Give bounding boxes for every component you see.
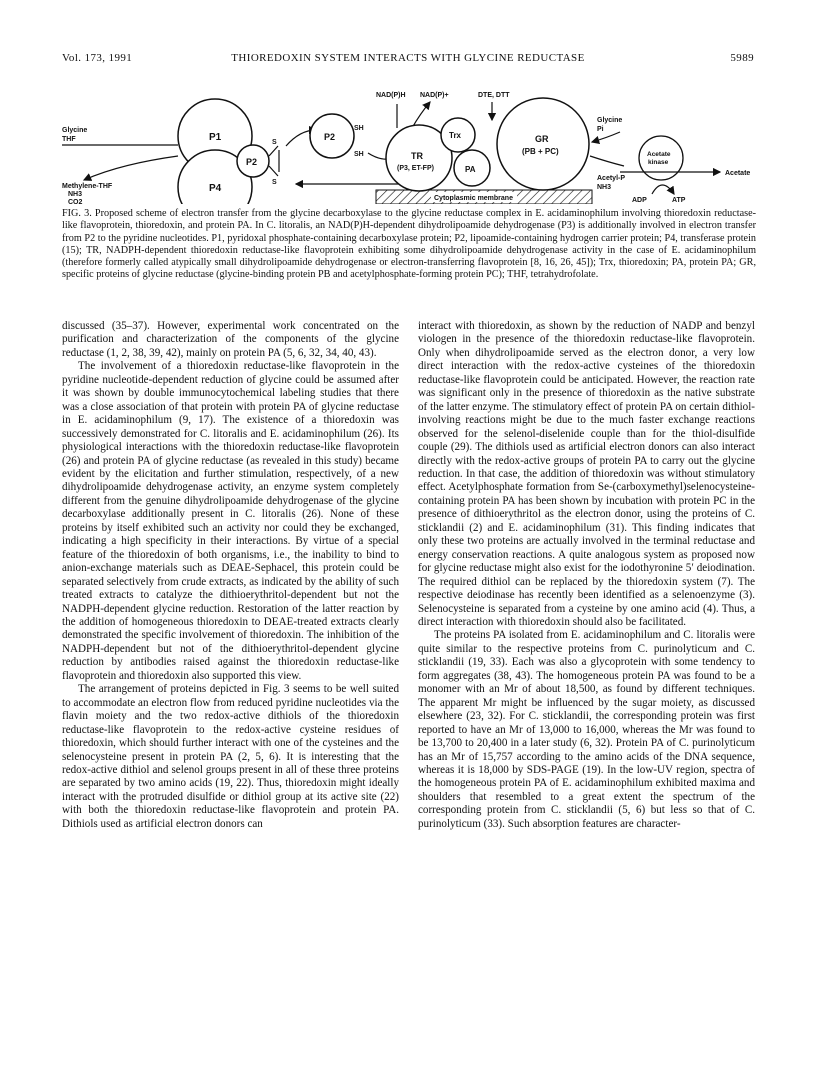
glycine-pi-label-2: Pi	[597, 126, 604, 133]
adp-label: ADP	[632, 197, 647, 204]
acetate-kinase-label-2: kinase	[648, 159, 669, 166]
nh3-label-right: NH3	[597, 184, 612, 191]
pa-label: PA	[465, 165, 476, 174]
acetate-kinase-label-1: Acetate	[647, 151, 671, 158]
acetate-kinase-circle	[639, 136, 683, 180]
left-column	[62, 320, 399, 831]
paragraph: interact with thioredoxin, as shown by the reduction of NADP and benzyl viologen in the presence of the thioredoxin reductase-like flavoprotein. Only when dihydrolipoamide served as the electron donor, a very low direct interaction with the redox-active cysteines of the thioredoxin reductase-like flavoprotein could be anticipated. However, the reaction rate was significant only in the presence of thioredoxin as the native substrate of the latter enzyme. The stimulatory effect of protein PA on certain dithiol-involving reactions might be due to the much faster exchange reactions observed for the selenol-diselenide couple than for the thiol-disulfide couple (29). The dithiols used as artificial electron donors can also interact directly with the redox-active groups of protein PA to carry out the glycine reduction. In that case, the addition of thioredoxin was without stimulatory effect. Acetylphosphate formation from Se-(carboxymethyl)selenocysteine-containing protein PA has been shown by incubation with protein PC in the presence of dithioerythritol as the electron donor, using the proteins of C. sticklandii (2) and E. acidaminophilum (31). This finding indicates that only these two proteins are actually involved in the terminal reductase and energy conservation reactions. A quite analogous system as proposed now for glycine reductase might also exist for the iodothyronine 5′ deiodination. The required dithiol can be replaced by the thioredoxin system (7). The respective deiodinase has recently been identified as a selenoenzyme (3). Selenocysteine is separated from a cysteine by one amino acid (4). Thus, a direct interaction with thioredoxin should also be facilitated.	[418, 320, 755, 628]
arrow-nadp	[412, 102, 430, 128]
p2-label-reduced: P2	[324, 132, 336, 142]
glycine-thf-label-1: Glycine	[62, 127, 88, 134]
nadph-label: NAD(P)H	[376, 92, 406, 99]
s-label-top: S	[272, 139, 277, 146]
sh-label-top: SH	[354, 125, 364, 132]
gr-circle	[497, 98, 589, 190]
s-label-bottom: S	[272, 179, 277, 186]
right-column	[418, 320, 755, 831]
tr-label: TR	[411, 151, 423, 161]
paragraph: discussed (35–37). However, experimental work concentrated on the purification and characterization of the components of the glycine reductase (1, 2, 38, 39, 42), mainly on protein PA (5, 6, 32, 34, 40, 43).	[62, 320, 399, 359]
page-number: 5989	[730, 52, 754, 64]
arrow-acetyl-p-out	[590, 156, 624, 166]
arrow-methylene-out	[84, 156, 178, 180]
trx-label: Trx	[449, 131, 462, 140]
figure-caption: FIG. 3. Proposed scheme of electron transfer from the glycine decarboxylase to the glycine reductase complex in E. acidaminophilum involving thioredoxin reductase-like flavoprotein, thioredoxin, and protein PA. In C. litoralis, an NAD(P)H-dependent dihydrolipoamide dehydrogenase (P3) is additionally involved in electron transfer from P2 to the pyridine nucleotides. P1, pyridoxal phosphate-containing decarboxylase protein; P2, lipoamide-containing hydrogen carrier protein; P4, transferase protein (15); TR, NADPH-dependent thioredoxin reductase-like flavoprotein exhibiting some dihydrolipoamide dehydrogenase activity in the case of E. acidaminophilum (therefore formerly called atypically small dihydrolipoamide dehydrogenase or electron-transferring flavoprotein [8, 16, 26, 45]); Trx, thioredoxin; PA, protein PA; GR, specific proteins of glycine reductase (glycine-binding protein PB and acetylphosphate-forming protein PC); THF, tetrahydrofolate.	[62, 208, 756, 281]
paragraph: The involvement of a thioredoxin reductase-like flavoprotein in the pyridine nucleotide-dependent reduction of glycine could be assumed after it was shown by double immunocytochemical labeling studies that there was a close association of that protein with protein PA of glycine reductase in E. acidaminophilum (9, 17). The existence of a thioredoxin was successively demonstrated for C. litoralis and E. acidaminophilum (26). Its physiological interactions with the thioredoxin reductase-like flavoprotein (26) and protein PA of glycine reductase (as revealed in this study) became evident by the elicitation and further stimulation, respectively, of a new dihydrolipoamide dehydrogenase activity, an enzyme system completely different from the genuine dihydrolipoamide dehydrogenase of the glycine decarboxylase additionally present in C. litoralis (26). None of these proteins by itself exhibited such an activity nor could they be exchanged, indicating a high specificity in their interactions. By virtue of a special feature of the thioredoxin of both organisms, i.e., the inability to bind to anion-exchange materials such as DEAE-Sephacel, this protein could be separated selectively from crude extracts, as indicated by the ability of such treated extracts to catalyze the dithioerythritol-dependent but not the NADPH-dependent glycine reduction. Restoration of the latter reaction by the addition of homogeneous thioredoxin to DEAE-treated extracts clearly demonstrated the specific involvement of thioredoxin. The inhibition of the NADPH-dependent but not of the dithioerythritol-dependent glycine reduction by antibodies raised against the thioredoxin reductase-like flavoprotein and thioredoxin also supported this view.	[62, 360, 399, 682]
methylene-thf-label: Methylene-THF	[62, 183, 113, 190]
paragraph: The proteins PA isolated from E. acidaminophilum and C. litoralis were quite similar to the respective proteins from C. purinolyticum and C. sticklandii (19, 33). Each was also a glycoprotein with some tendency to form aggregates (38, 43). The homogeneous protein PA was found to be a monomer with an Mr of about 18,500, as found by different techniques. The apparent Mr might be influenced by the sugar moiety, as discussed elsewhere (23, 32). For C. sticklandii, the corresponding protein was first reported to have an Mr of 13,000 to 16,000, whereas the Mr was found to be 13,700 to 20,400 in a later study (6, 32). Protein PA of C. purinolyticum has an Mr of 15,757 according to the amino acids of the DNA sequence, whereas it is 18,000 by SDS-PAGE (19). In the low-UV region, spectra of the homogeneous protein PA of E. acidaminophilum exhibited maxima and shoulders that resembled to a great extent the spectrum of the corresponding protein from C. sticklandii (5, 6) but less so that of C. purinolyticum (33). Such absorption features are character-	[418, 629, 755, 830]
dte-dtt-label: DTE, DTT	[478, 92, 510, 99]
nh3-label-left: NH3	[68, 191, 83, 198]
disulfide-bracket	[269, 146, 279, 176]
running-header	[62, 52, 754, 68]
arrow-adp-atp	[652, 185, 674, 194]
atp-label: ATP	[672, 197, 686, 204]
p4-label: P4	[209, 183, 222, 194]
paragraph: The arrangement of proteins depicted in Fig. 3 seems to be well suited to accommodate an electron flow from reduced pyridine nucleotides via the flavin moiety and the two redox-active dithiols of the thioredoxin reductase-like flavoprotein to the redox-active cysteine residues of thioredoxin, which should further interact with one of the cysteines and the selenocysteine present in protein PA (2, 5, 6). It is interesting that the redox-active dithiol and selenol groups present in all of these three proteins are separated by two amino acids (19, 22). Thus, thioredoxin might ideally interact with the protruded disulfide or dithiol group at its active site (22) with both the thioredoxin reductase-like flavoprotein and protein PA. Dithiols used as artificial electron donors can	[62, 683, 399, 830]
gr-label: GR	[535, 134, 549, 144]
sh-label-bottom: SH	[354, 151, 364, 158]
co2-label: CO2	[68, 199, 83, 204]
glycine-pi-label-1: Glycine	[597, 117, 623, 124]
figure-3-diagram	[60, 84, 760, 204]
volume-label: Vol. 173, 1991	[62, 52, 133, 64]
p2-label-left: P2	[246, 157, 258, 167]
membrane-label: Cytoplasmic membrane	[434, 195, 513, 202]
gr-sub-label: (PB + PC)	[522, 147, 559, 156]
nadp-label: NAD(P)+	[420, 92, 449, 99]
p1-label: P1	[209, 132, 222, 143]
arrow-glycine-pi-in	[592, 132, 620, 142]
glycine-thf-label-2: THF	[62, 136, 76, 143]
tr-sub-label: (P3, ET-FP)	[397, 165, 434, 172]
acetyl-p-label: Acetyl-P	[597, 175, 626, 182]
running-title: THIOREDOXIN SYSTEM INTERACTS WITH GLYCINE REDUCTASE	[231, 52, 585, 64]
acetate-label: Acetate	[725, 170, 751, 177]
